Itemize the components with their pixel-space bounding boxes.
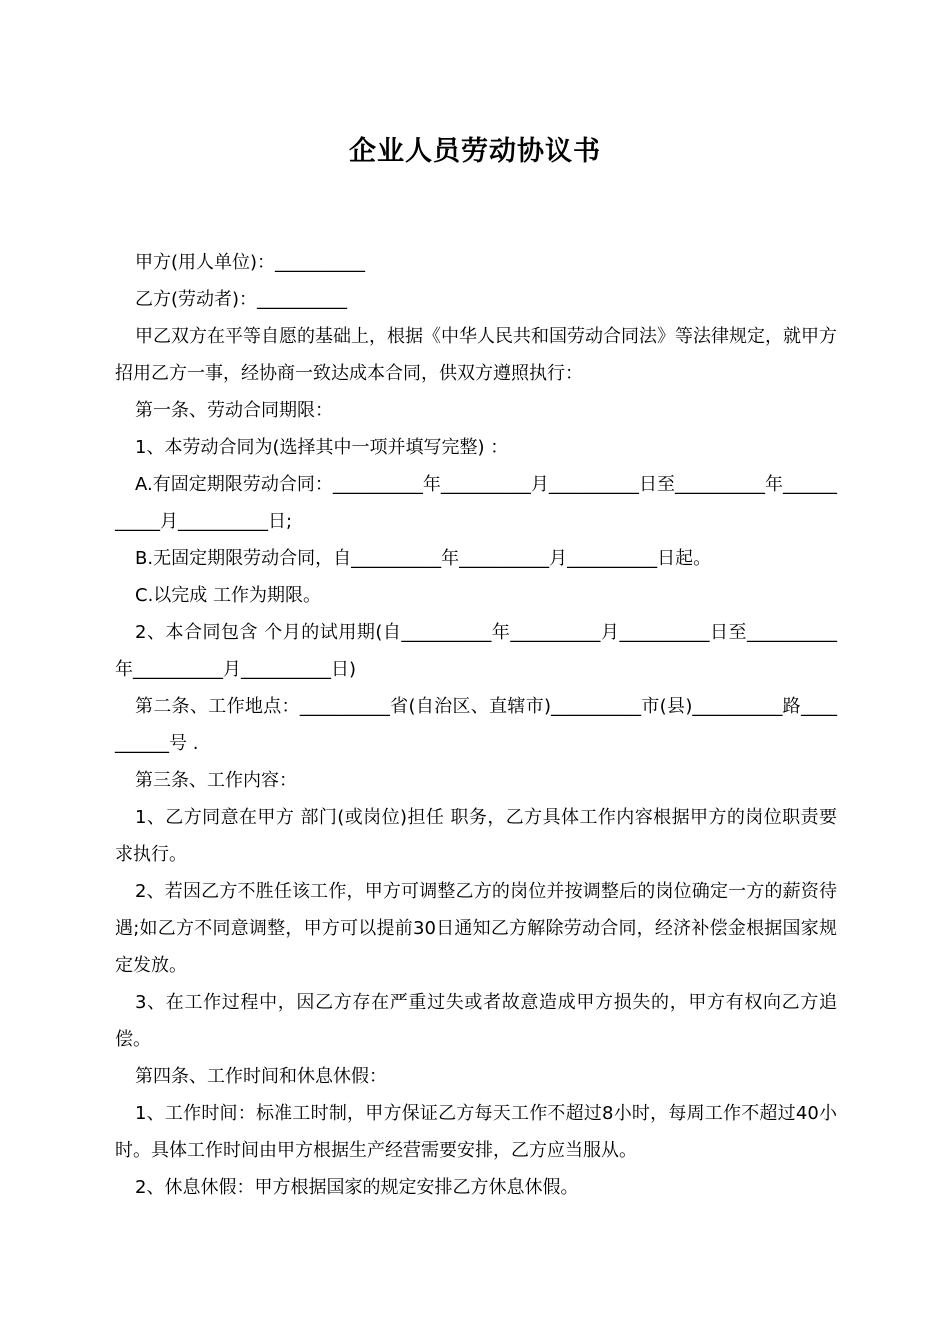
article-4-item-1: 1、工作时间：标准工时制，甲方保证乙方每天工作不超过8小时，每周工作不超过40小时。具体工作时间由甲方根据生产经营需要安排，乙方应当服从。 bbox=[115, 1103, 837, 1161]
article-3-heading: 第三条、工作内容： bbox=[135, 770, 297, 791]
article-1-option-c: C.以完成 工作为期限。 bbox=[135, 585, 322, 606]
article-1-heading: 第一条、劳动合同期限： bbox=[135, 400, 333, 421]
document-title: 企业人员劳动协议书 bbox=[349, 136, 601, 167]
party-b-line: 乙方(劳动者)：__________ bbox=[135, 289, 348, 310]
article-1-option-a: A.有固定期限劳动合同：__________年__________月__________日至__________年___________月__________日; bbox=[115, 474, 837, 532]
article-3-item-2: 2、若因乙方不胜任该工作，甲方可调整乙方的岗位并按调整后的岗位确定一方的薪资待遇;如乙方不同意调整，甲方可以提前30日通知乙方解除劳动合同，经济补偿金根据国家规定发放。 bbox=[115, 881, 837, 976]
article-3-item-1: 1、乙方同意在甲方 部门(或岗位)担任 职务，乙方具体工作内容根据甲方的岗位职责要求执行。 bbox=[115, 807, 837, 865]
document-body bbox=[115, 244, 837, 1206]
article-1-item-1: 1、本劳动合同为(选择其中一项并填写完整) ： bbox=[135, 437, 509, 458]
article-3-item-3: 3、在工作过程中，因乙方存在严重过失或者故意造成甲方损失的，甲方有权向乙方追偿。 bbox=[115, 992, 837, 1050]
party-a-line: 甲方(用人单位)：__________ bbox=[135, 252, 366, 273]
article-4-heading: 第四条、工作时间和休息休假： bbox=[135, 1066, 387, 1087]
preamble: 甲乙双方在平等自愿的基础上，根据《中华人民共和国劳动合同法》等法律规定，就甲方招用乙方一事，经协商一致达成本合同，供双方遵照执行： bbox=[115, 326, 837, 384]
article-1-option-b: B.无固定期限劳动合同，自__________年__________月__________日起。 bbox=[135, 548, 712, 569]
article-4-item-2: 2、休息休假：甲方根据国家的规定安排乙方休息休假。 bbox=[135, 1177, 579, 1198]
article-2: 第二条、工作地点：__________省(自治区、直辖市)__________市(县)__________路__________号 . bbox=[115, 696, 837, 754]
article-1-item-2: 2、本合同包含 个月的试用期(自__________年__________月__________日至__________年__________月__________日) bbox=[115, 622, 837, 680]
